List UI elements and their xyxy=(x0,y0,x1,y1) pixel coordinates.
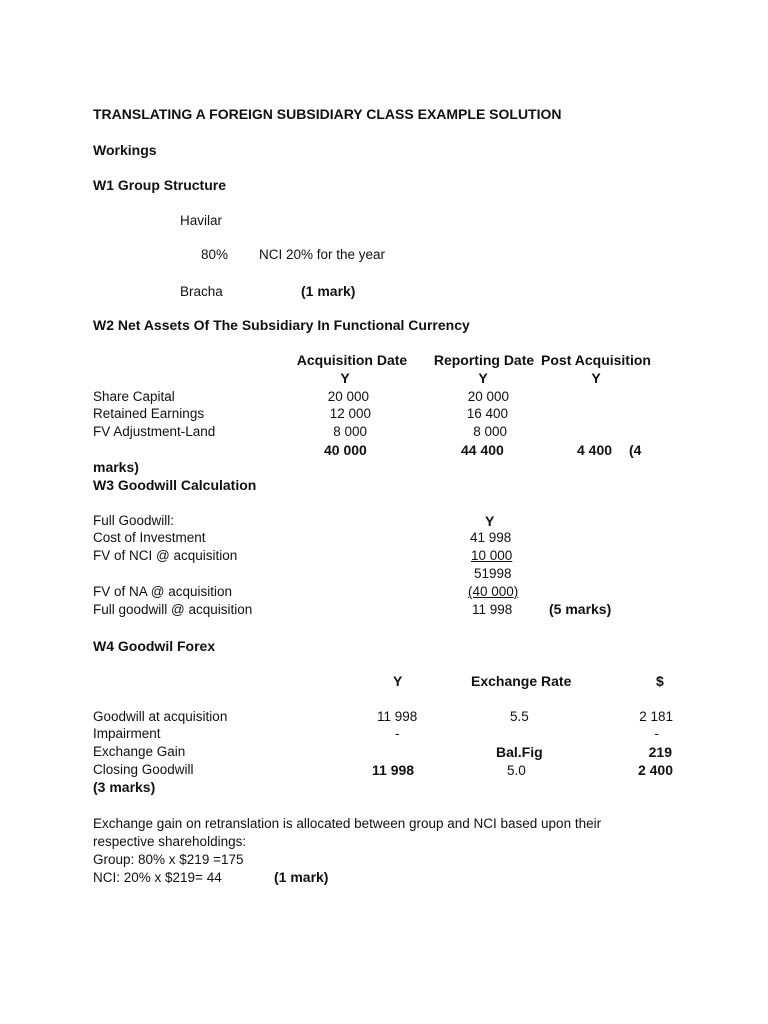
w4-row-rate: 5.5 xyxy=(510,709,529,724)
w2-col-reporting: Reporting Date xyxy=(433,352,535,368)
w3-row-value: 10 000 xyxy=(471,548,513,563)
workings-heading: Workings xyxy=(93,142,157,158)
w2-row-label: Retained Earnings xyxy=(93,406,205,421)
w2-col-post: Post Acquisition xyxy=(541,352,651,368)
w2-row-rep: 16 400 xyxy=(466,406,508,421)
w4-row-usd: - xyxy=(654,726,659,741)
w3-row-label: Full goodwill @ acquisition xyxy=(93,602,253,617)
w1-holding: 80% xyxy=(201,247,229,262)
w2-currency-post: Y xyxy=(591,370,601,386)
w2-row-rep: 8 000 xyxy=(473,424,507,439)
w1-nci: NCI 20% for the year xyxy=(259,247,386,262)
w4-heading: W4 Goodwil Forex xyxy=(93,638,216,654)
w3-row-label: Cost of Investment xyxy=(93,530,206,545)
w2-row-rep: 20 000 xyxy=(467,389,509,404)
w2-col-acquisition: Acquisition Date xyxy=(296,352,408,368)
w4-row-usd: 219 xyxy=(648,744,672,760)
w3-row-value: (40 000) xyxy=(468,584,519,599)
allocation-text-line1: Exchange gain on retranslation is allocated between group and NCI based upon their xyxy=(93,816,602,831)
w3-full-goodwill-label: Full Goodwill: xyxy=(93,513,175,528)
w4-row-y: 11 998 xyxy=(372,762,415,778)
w4-row-label: Impairment xyxy=(93,726,161,741)
allocation-marks: (1 mark) xyxy=(274,869,329,885)
w2-heading: W2 Net Assets Of The Subsidiary In Functional Currency xyxy=(93,317,470,333)
w2-total-post: 4 400 xyxy=(577,442,613,458)
w4-marks: (3 marks) xyxy=(93,779,156,795)
w4-row-y: - xyxy=(395,726,400,741)
w4-col-y: Y xyxy=(393,673,403,689)
w3-row-value: 41 998 xyxy=(470,530,512,545)
w2-row-label: FV Adjustment-Land xyxy=(93,424,216,439)
w2-currency-acquisition: Y xyxy=(340,370,350,386)
w2-row-acq: 20 000 xyxy=(327,389,369,404)
w1-subsidiary: Bracha xyxy=(180,284,223,299)
allocation-group: Group: 80% x $219 =175 xyxy=(93,852,244,867)
w2-marks-close: marks) xyxy=(93,459,139,475)
w4-row-usd: 2 181 xyxy=(639,709,673,724)
w2-total-acq: 40 000 xyxy=(324,442,367,458)
w2-row-acq: 8 000 xyxy=(333,424,367,439)
w3-row-value: 11 998 xyxy=(472,602,513,617)
w3-marks: (5 marks) xyxy=(549,601,612,617)
w2-marks-open: (4 xyxy=(629,442,642,458)
w4-row-label: Exchange Gain xyxy=(93,744,186,759)
document-title: TRANSLATING A FOREIGN SUBSIDIARY CLASS EXAMPLE SOLUTION xyxy=(93,106,562,122)
w4-row-rate: 5.0 xyxy=(507,763,526,778)
w4-row-usd: 2 400 xyxy=(637,762,673,778)
w3-row-label: FV of NA @ acquisition xyxy=(93,584,233,599)
w3-heading: W3 Goodwill Calculation xyxy=(93,477,257,493)
w1-parent: Havilar xyxy=(180,213,223,228)
w4-col-rate: Exchange Rate xyxy=(471,673,572,689)
w4-row-rate: Bal.Fig xyxy=(496,744,543,760)
w3-row-label: FV of NCI @ acquisition xyxy=(93,548,238,563)
allocation-nci: NCI: 20% x $219= 44 xyxy=(93,870,222,885)
allocation-text-line2: respective shareholdings: xyxy=(93,834,247,849)
w4-col-usd: $ xyxy=(656,673,664,689)
w4-row-label: Goodwill at acquisition xyxy=(93,709,228,724)
w2-row-label: Share Capital xyxy=(93,389,175,404)
w4-row-y: 11 998 xyxy=(377,709,418,724)
w3-row-value: 51998 xyxy=(474,566,512,581)
w2-row-acq: 12 000 xyxy=(329,406,371,421)
w2-total-rep: 44 400 xyxy=(461,442,504,458)
w3-currency: Y xyxy=(485,513,495,529)
w2-currency-reporting: Y xyxy=(478,370,488,386)
w1-marks: (1 mark) xyxy=(301,283,356,299)
w4-row-label: Closing Goodwill xyxy=(93,762,194,777)
w1-heading: W1 Group Structure xyxy=(93,177,227,193)
